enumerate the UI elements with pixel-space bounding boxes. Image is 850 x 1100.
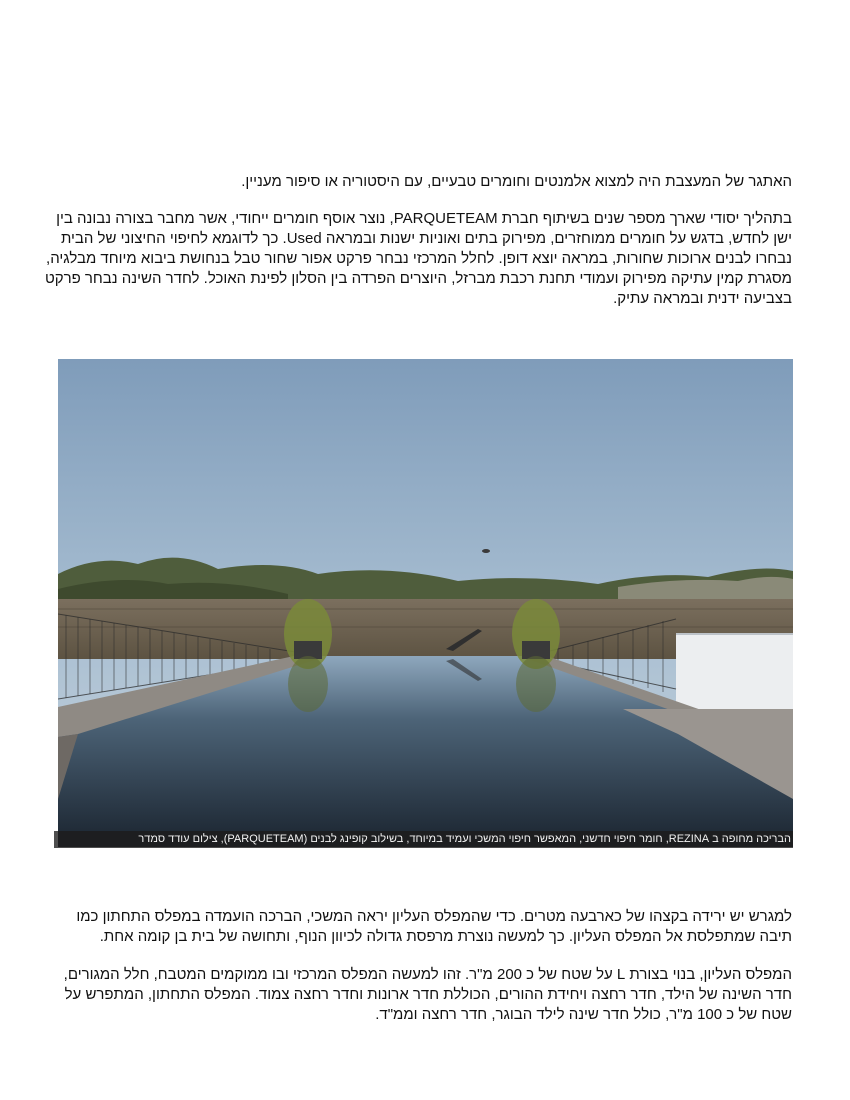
photo-caption: הבריכה מחופה ב REZINA, חומר חיפוי חדשני, המאפשר חיפוי המשכי ועמיד במיוחד, בשילוב קופינג לבנים (PARQUETEAM), צילום עודד סמדר [54,831,793,848]
materials-paragraph [44,209,792,309]
text-line: שטח של כ 100 מ"ר, כולל חדר שינה לילד הבוגר, חדר רחצה וממ"ד. [375,1006,792,1023]
text-line: בצביעה ידנית ובמראה עתיק. [613,290,792,307]
text-line: המפלס העליון, בנוי בצורת L על שטח של כ 200 מ"ר. זהו למעשה המפלס המרכזי ובו ממוקמים המטבח, חלל המגורים, [63,966,792,983]
pool-photo [58,359,793,847]
text-line: האתגר של המעצבת היה למצוא אלמנטים וחומרים טבעיים, עם היסטוריה או סיפור מעניין. [241,173,792,190]
text-line: מסגרת קמין עתיקה מפירוק ועמודי תחנת רכבת מברזל, היוצרים הפרדה בין הסלון לפינת האוכל. לחדר השינה נבחר פרקט [44,270,792,287]
text-line: תיבה שמתפלסת אל המפלס העליון. כך למעשה נוצרת מרפסת גדולה לכיוון הנוף, ותחושה של בית בן קומה אחת. [99,928,792,945]
text-line: נבחרו לבנים ארוכות שחורות, במראה יוצא דופן. לחלל המרכזי נבחר פרקט אפור שחור טבל בנחושת ביבוא מיוחד מבלגיה, [46,250,792,267]
intro-paragraph [52,172,792,192]
text-line: למגרש יש ירידה בקצהו של כארבעה מטרים. כדי שהמפלס העליון יראה המשכי, הברכה הועמדה במפלס התחתון כמו [76,908,792,925]
site-paragraph [62,907,792,947]
text-line: בתהליך יסודי שארך מספר שנים בשיתוף חברת PARQUETEAM, נוצר אוסף חומרים ייחודי, אשר מחבר בצורה נבונה בין [56,210,792,227]
text-line: חדר השינה של הילד, חדר רחצה ויחידת ההורים, הכוללת חדר ארונות וחדר רחצה צמוד. המפלס התחתון, המתפרש על [64,986,792,1003]
text-line: ישן לחדש, בדגש על חומרים ממוחזרים, מפירוק בתים ואוניות ישנות ובמראה Used. כך לדוגמא לחיפוי החיצוני של הבית [60,230,792,247]
levels-paragraph [52,965,792,1025]
